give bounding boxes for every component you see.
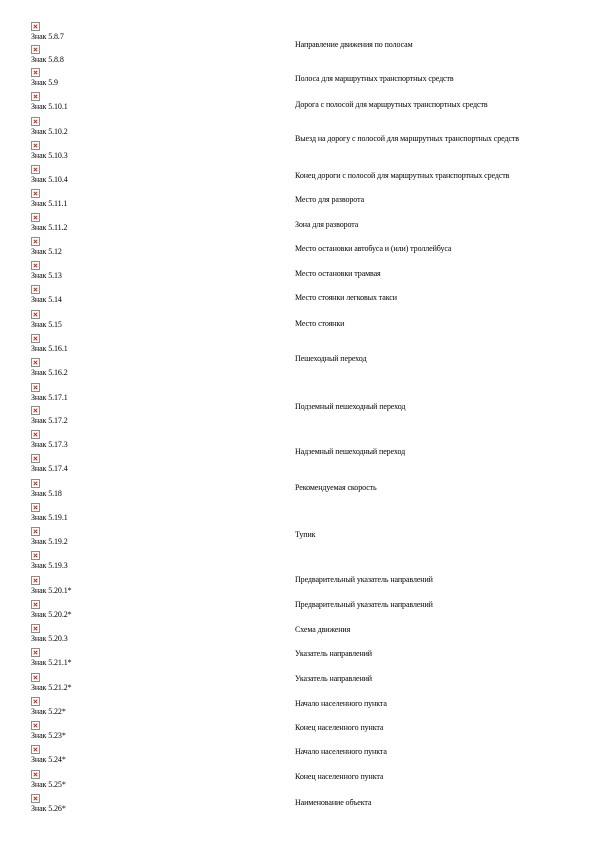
sign-label: Знак 5.17.1 [31, 393, 68, 402]
broken-image-icon [31, 189, 40, 198]
broken-image-icon [31, 261, 40, 270]
sign-description: Место стоянки [295, 319, 345, 328]
broken-image-icon [31, 551, 40, 560]
sign-description: Начало населенного пункта [295, 747, 387, 756]
sign-description: Указатель направлений [295, 649, 372, 658]
sign-description: Конец населенного пункта [295, 772, 384, 781]
sign-label: Знак 5.17.4 [31, 464, 68, 473]
broken-image-icon [31, 165, 40, 174]
broken-image-icon [31, 745, 40, 754]
sign-label: Знак 5.25* [31, 780, 66, 789]
broken-image-icon [31, 22, 40, 31]
broken-image-icon [31, 697, 40, 706]
sign-description: Место остановки автобуса и (или) троллейбуса [295, 244, 452, 253]
broken-image-icon [31, 68, 40, 77]
broken-image-icon [31, 648, 40, 657]
broken-image-icon [31, 406, 40, 415]
broken-image-icon [31, 430, 40, 439]
broken-image-icon [31, 673, 40, 682]
broken-image-icon [31, 721, 40, 730]
broken-image-icon [31, 479, 40, 488]
broken-image-icon [31, 454, 40, 463]
broken-image-icon [31, 358, 40, 367]
sign-label: Знак 5.16.1 [31, 344, 68, 353]
broken-image-icon [31, 117, 40, 126]
broken-image-icon [31, 624, 40, 633]
sign-label: Знак 5.19.3 [31, 561, 68, 570]
sign-label: Знак 5.19.1 [31, 513, 68, 522]
sign-label: Знак 5.21.2* [31, 683, 72, 692]
sign-description: Зона для разворота [295, 220, 359, 229]
sign-description: Пешеходный переход [295, 354, 367, 363]
sign-label: Знак 5.19.2 [31, 537, 68, 546]
sign-description: Тупик [295, 530, 316, 539]
broken-image-icon [31, 237, 40, 246]
sign-description: Дорога с полосой для маршрутных транспортных средств [295, 100, 488, 109]
sign-label: Знак 5.10.4 [31, 175, 68, 184]
sign-label: Знак 5.10.3 [31, 151, 68, 160]
sign-label: Знак 5.17.2 [31, 416, 68, 425]
sign-label: Знак 5.22* [31, 707, 66, 716]
sign-label: Знак 5.11.1 [31, 199, 68, 208]
sign-label: Знак 5.8.8 [31, 55, 64, 64]
sign-label: Знак 5.26* [31, 804, 66, 813]
sign-label: Знак 5.8.7 [31, 32, 64, 41]
broken-image-icon [31, 45, 40, 54]
sign-description: Конец населенного пункта [295, 723, 384, 732]
sign-description: Предварительный указатель направлений [295, 575, 433, 584]
sign-description: Подземный пешеходный переход [295, 402, 406, 411]
sign-description: Конец дороги с полосой для маршрутных транспортных средств [295, 171, 510, 180]
sign-label: Знак 5.21.1* [31, 658, 72, 667]
sign-label: Знак 5.15 [31, 320, 62, 329]
broken-image-icon [31, 92, 40, 101]
broken-image-icon [31, 503, 40, 512]
sign-label: Знак 5.11.2 [31, 223, 68, 232]
broken-image-icon [31, 310, 40, 319]
sign-label: Знак 5.12 [31, 247, 62, 256]
sign-label: Знак 5.20.3 [31, 634, 68, 643]
broken-image-icon [31, 285, 40, 294]
sign-description: Полоса для маршрутных транспортных средств [295, 74, 454, 83]
sign-label: Знак 5.20.1* [31, 586, 72, 595]
sign-description: Предварительный указатель направлений [295, 600, 433, 609]
sign-description: Указатель направлений [295, 674, 372, 683]
sign-label: Знак 5.23* [31, 731, 66, 740]
sign-label: Знак 5.9 [31, 78, 58, 87]
sign-description: Место стоянки легковых такси [295, 293, 397, 302]
broken-image-icon [31, 334, 40, 343]
broken-image-icon [31, 383, 40, 392]
sign-description: Схема движения [295, 625, 351, 634]
broken-image-icon [31, 794, 40, 803]
broken-image-icon [31, 770, 40, 779]
sign-label: Знак 5.13 [31, 271, 62, 280]
sign-label: Знак 5.14 [31, 295, 62, 304]
sign-description: Наименование объекта [295, 798, 372, 807]
broken-image-icon [31, 213, 40, 222]
broken-image-icon [31, 600, 40, 609]
sign-label: Знак 5.17.3 [31, 440, 68, 449]
sign-description: Выезд на дорогу с полосой для маршрутных транспортных средств [295, 134, 519, 143]
sign-description: Место остановки трамвая [295, 269, 381, 278]
sign-label: Знак 5.18 [31, 489, 62, 498]
sign-description: Рекомендуемая скорость [295, 483, 377, 492]
sign-description: Направление движения по полосам [295, 40, 413, 49]
broken-image-icon [31, 527, 40, 536]
sign-description: Начало населенного пункта [295, 699, 387, 708]
sign-description: Место для разворота [295, 195, 365, 204]
sign-label: Знак 5.24* [31, 755, 66, 764]
sign-label: Знак 5.16.2 [31, 368, 68, 377]
sign-label: Знак 5.10.2 [31, 127, 68, 136]
sign-label: Знак 5.20.2* [31, 610, 72, 619]
sign-label: Знак 5.10.1 [31, 102, 68, 111]
broken-image-icon [31, 141, 40, 150]
sign-description: Надземный пешеходный переход [295, 447, 406, 456]
broken-image-icon [31, 576, 40, 585]
